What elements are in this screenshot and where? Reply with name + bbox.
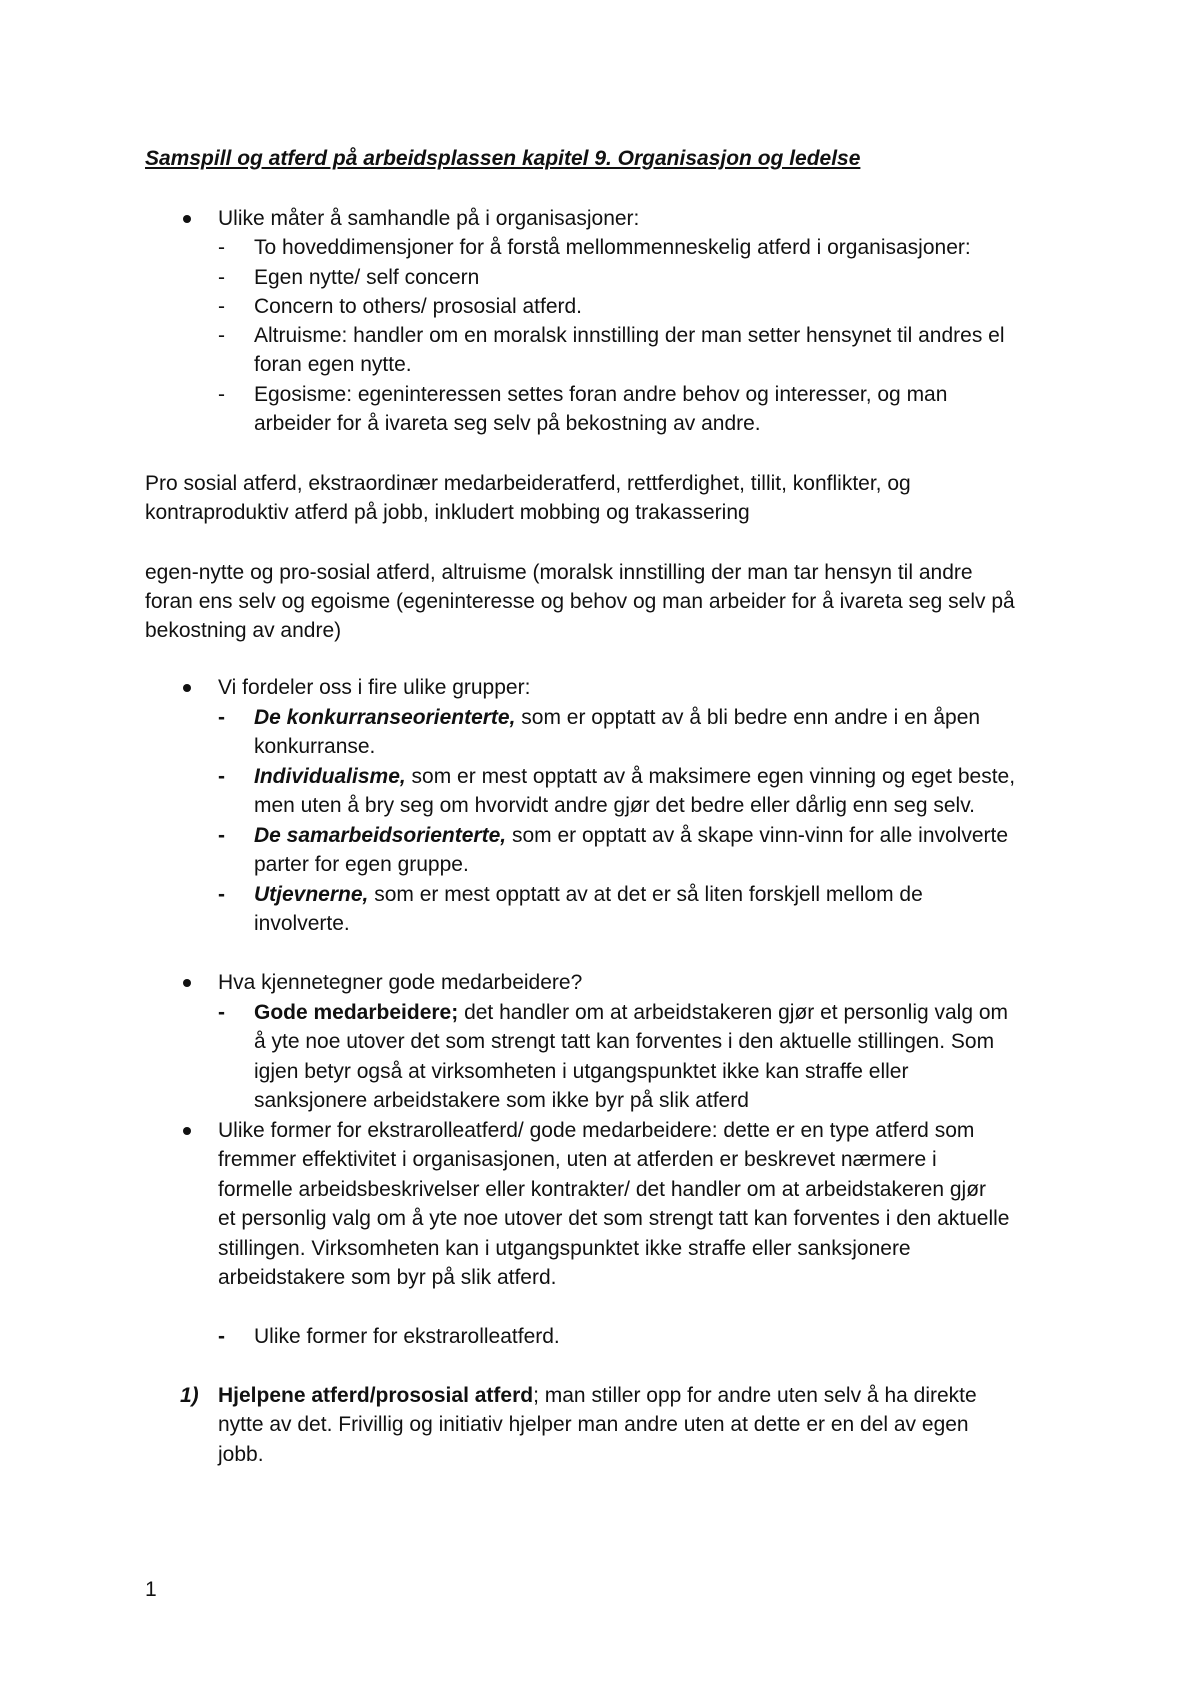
list-item-continuation: å yte noe utover det som strengt tatt kan forventes i den aktuelle stillingen. Som bbox=[254, 1030, 995, 1053]
paragraph-line: foran ens selv og egoisme (egeninteresse og behov og man arbeider for å ivareta seg selv på bbox=[145, 590, 1015, 613]
list-item: Altruisme: handler om en moralsk innstilling der man setter hensynet til andres el bbox=[254, 324, 1005, 347]
bullet-text: Vi fordeler oss i fire ulike grupper: bbox=[218, 676, 531, 699]
group-item-continuation: men uten å bry seg om hvorvidt andre gjør det bedre eller dårlig enn seg selv. bbox=[254, 794, 975, 817]
group-text: som er mest opptatt av å maksimere egen vinning og eget beste, bbox=[405, 765, 1016, 788]
dash-marker: - bbox=[218, 1001, 225, 1024]
bullet-text-continuation: fremmer effektivitet i organisasjonen, uten at atferden er beskrevet nærmere i bbox=[218, 1148, 937, 1171]
list-item: To hoveddimensjoner for å forstå mellommenneskelig atferd i organisasjoner: bbox=[254, 236, 971, 259]
dash-marker: - bbox=[218, 266, 225, 289]
list-item-continuation: igjen betyr også at virksomheten i utgangspunktet ikke kan straffe eller bbox=[254, 1060, 909, 1083]
list-number: 1) bbox=[180, 1384, 199, 1407]
term-bold: Gode medarbeidere; bbox=[254, 1001, 459, 1024]
group-item bbox=[254, 704, 980, 732]
bullet-text-continuation: stillingen. Virksomheten kan i utgangspunktet ikke straffe eller sanksjonere bbox=[218, 1237, 911, 1260]
bullet-icon bbox=[183, 215, 191, 223]
bullet-text: Ulike måter å samhandle på i organisasjoner: bbox=[218, 207, 640, 230]
page-number: 1 bbox=[145, 1578, 157, 1601]
group-term: Individualisme, bbox=[254, 765, 406, 788]
term-bold: Hjelpene atferd/prososial atferd bbox=[218, 1384, 534, 1407]
group-item-continuation: involverte. bbox=[254, 912, 350, 935]
dash-marker: - bbox=[218, 383, 225, 406]
group-term: De konkurranseorienterte, bbox=[254, 706, 516, 729]
document-title: Samspill og atferd på arbeidsplassen kapitel 9. Organisasjon og ledelse bbox=[145, 147, 861, 170]
dash-marker: - bbox=[218, 765, 225, 788]
numbered-item bbox=[218, 1382, 977, 1410]
dash-marker: - bbox=[218, 706, 225, 729]
group-item bbox=[254, 881, 923, 909]
list-item: Concern to others/ prososial atferd. bbox=[254, 295, 583, 318]
dash-marker: - bbox=[218, 236, 225, 259]
bullet-icon bbox=[183, 979, 191, 987]
bullet-text-continuation: et personlig valg om å yte noe utover det som strengt tatt kan forventes i den aktuelle bbox=[218, 1207, 1010, 1230]
bullet-icon bbox=[183, 1127, 191, 1135]
dash-marker: - bbox=[218, 883, 225, 906]
group-term: Utjevnerne, bbox=[254, 883, 369, 906]
list-item: Egen nytte/ self concern bbox=[254, 266, 480, 289]
dash-marker: - bbox=[218, 324, 225, 347]
term-text: ; man stiller opp for andre uten selv å ha direkte bbox=[533, 1384, 977, 1407]
numbered-item-continuation: jobb. bbox=[218, 1443, 264, 1466]
list-item-continuation: foran egen nytte. bbox=[254, 353, 412, 376]
list-item: Ulike former for ekstrarolleatferd. bbox=[254, 1325, 560, 1348]
paragraph-line: bekostning av andre) bbox=[145, 619, 342, 642]
group-term: De samarbeidsorienterte, bbox=[254, 824, 507, 847]
list-item: Egosisme: egeninteressen settes foran andre behov og interesser, og man bbox=[254, 383, 948, 406]
list-item bbox=[254, 999, 1008, 1027]
group-text: som er opptatt av å skape vinn-vinn for alle involverte bbox=[506, 824, 1009, 847]
group-item-continuation: konkurranse. bbox=[254, 735, 376, 758]
bullet-text: Hva kjennetegner gode medarbeidere? bbox=[218, 971, 583, 994]
bullet-text-continuation: formelle arbeidsbeskrivelser eller kontrakter/ det handler om at arbeidstakeren gjør bbox=[218, 1178, 987, 1201]
group-text: som er mest opptatt av at det er så liten forskjell mellom de bbox=[368, 883, 923, 906]
bullet-icon bbox=[183, 684, 191, 692]
group-text: som er opptatt av å bli bedre enn andre i en åpen bbox=[515, 706, 981, 729]
paragraph-line: Pro sosial atferd, ekstraordinær medarbeideratferd, rettferdighet, tillit, konflikter, og bbox=[145, 472, 911, 495]
bullet-text-continuation: arbeidstakere som byr på slik atferd. bbox=[218, 1266, 557, 1289]
numbered-item-continuation: nytte av det. Frivillig og initiativ hjelper man andre uten at dette er en del av egen bbox=[218, 1413, 969, 1436]
bullet-text: Ulike former for ekstrarolleatferd/ gode medarbeidere: dette er en type atferd som bbox=[218, 1119, 975, 1142]
group-item bbox=[254, 822, 1008, 850]
dash-marker: - bbox=[218, 295, 225, 318]
group-item bbox=[254, 763, 1015, 791]
term-text: det handler om at arbeidstakeren gjør et personlig valg om bbox=[458, 1001, 1009, 1024]
group-item-continuation: parter for egen gruppe. bbox=[254, 853, 469, 876]
dash-marker: - bbox=[218, 824, 225, 847]
paragraph-line: kontraproduktiv atferd på jobb, inkludert mobbing og trakassering bbox=[145, 501, 750, 524]
list-item-continuation: sanksjonere arbeidstakere som ikke byr på slik atferd bbox=[254, 1089, 749, 1112]
paragraph-line: egen-nytte og pro-sosial atferd, altruisme (moralsk innstilling der man tar hensyn til andre bbox=[145, 561, 973, 584]
dash-marker: - bbox=[218, 1325, 225, 1348]
list-item-continuation: arbeider for å ivareta seg selv på bekostning av andre. bbox=[254, 412, 761, 435]
